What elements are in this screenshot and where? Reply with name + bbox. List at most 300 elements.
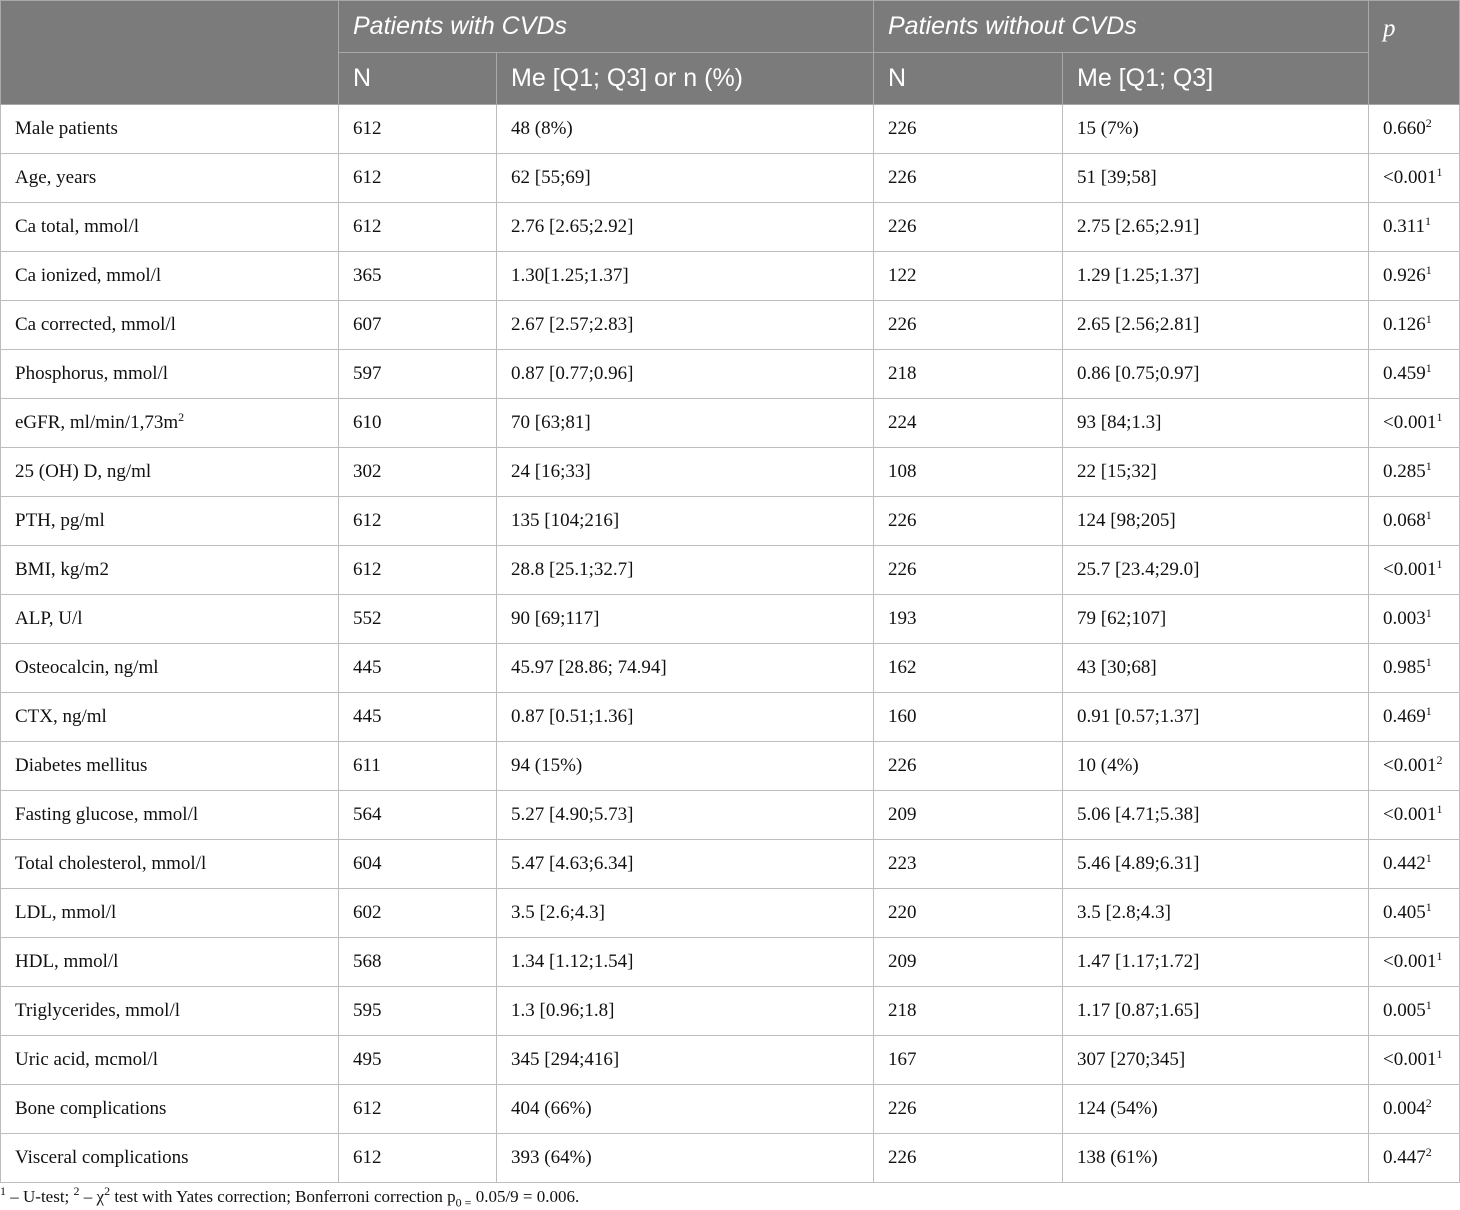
n-with-cell [339, 987, 497, 1036]
p-value-text: 0.126 [1383, 314, 1426, 335]
n-with-text: 597 [353, 363, 382, 384]
n-with-text: 612 [353, 118, 382, 139]
value-without-text: 124 [98;205] [1077, 510, 1176, 531]
row-label-cell [1, 203, 339, 252]
p-value-text: <0.001 [1383, 412, 1437, 433]
value-without-text: 25.7 [23.4;29.0] [1077, 559, 1200, 580]
value-without-cell [1063, 497, 1369, 546]
n-without-text: 226 [888, 118, 917, 139]
n-without-cell [874, 595, 1063, 644]
value-with-text: 2.76 [2.65;2.92] [511, 216, 634, 237]
value-without-cell [1063, 203, 1369, 252]
value-without-text: 43 [30;68] [1077, 657, 1157, 678]
value-with-cell [497, 203, 874, 252]
value-without-cell [1063, 154, 1369, 203]
value-with-cell [497, 1134, 874, 1183]
p-value-superscript: 1 [1425, 655, 1432, 669]
n-without-cell [874, 1085, 1063, 1134]
row-label-cell [1, 595, 339, 644]
value-without-cell [1063, 105, 1369, 154]
value-without-cell [1063, 693, 1369, 742]
n-without-cell [874, 742, 1063, 791]
value-with-cell [497, 448, 874, 497]
n-with-cell [339, 105, 497, 154]
n-with-text: 568 [353, 951, 382, 972]
table-row [1, 742, 1460, 791]
footnote-sup-1: 1 [0, 1184, 6, 1198]
row-label-text: Male patients [15, 118, 118, 139]
p-value-superscript: 1 [1436, 802, 1443, 816]
header-n-without: N [874, 53, 1063, 105]
row-label-cell [1, 350, 339, 399]
value-with-text: 70 [63;81] [511, 412, 591, 433]
footnote-chi-sup: 2 [104, 1184, 111, 1198]
p-value-text: 0.004 [1383, 1098, 1426, 1119]
row-label-superscript: 2 [178, 410, 185, 424]
table-row [1, 203, 1460, 252]
p-value-superscript: 1 [1436, 165, 1443, 179]
value-with-text: 48 (8%) [511, 118, 573, 139]
value-without-text: 1.29 [1.25;1.37] [1077, 265, 1200, 286]
value-without-cell [1063, 350, 1369, 399]
p-value-cell [1369, 546, 1460, 595]
table-body [1, 105, 1460, 1183]
value-without-text: 93 [84;1.3] [1077, 412, 1162, 433]
value-with-cell [497, 1036, 874, 1085]
n-without-cell [874, 546, 1063, 595]
row-label-cell [1, 448, 339, 497]
table-header [1, 1, 1460, 105]
n-with-cell [339, 1085, 497, 1134]
row-label-cell [1, 889, 339, 938]
value-without-text: 124 (54%) [1077, 1098, 1158, 1119]
header-group-without-cvds: Patients without CVDs [874, 1, 1369, 53]
value-without-text: 2.65 [2.56;2.81] [1077, 314, 1200, 335]
n-without-cell [874, 497, 1063, 546]
n-without-text: 226 [888, 559, 917, 580]
p-value-text: 0.285 [1383, 461, 1426, 482]
n-with-cell [339, 497, 497, 546]
value-without-text: 1.17 [0.87;1.65] [1077, 1000, 1200, 1021]
p-value-cell [1369, 987, 1460, 1036]
n-without-cell [874, 791, 1063, 840]
value-with-text: 1.30[1.25;1.37] [511, 265, 629, 286]
row-label-cell [1, 644, 339, 693]
table-row [1, 693, 1460, 742]
table-row [1, 252, 1460, 301]
header-n-with: N [339, 53, 497, 105]
n-with-text: 445 [353, 706, 382, 727]
n-without-cell [874, 448, 1063, 497]
value-with-text: 404 (66%) [511, 1098, 592, 1119]
value-without-text: 5.46 [4.89;6.31] [1077, 853, 1200, 874]
value-with-cell [497, 791, 874, 840]
row-label-text: Phosphorus, mmol/l [15, 363, 169, 384]
row-label-text: LDL, mmol/l [15, 902, 117, 923]
value-without-cell [1063, 448, 1369, 497]
header-row-groups [1, 1, 1460, 53]
n-without-cell [874, 938, 1063, 987]
p-value-cell [1369, 399, 1460, 448]
table-row [1, 301, 1460, 350]
n-with-cell [339, 350, 497, 399]
n-without-cell [874, 1134, 1063, 1183]
value-with-text: 0.87 [0.51;1.36] [511, 706, 634, 727]
n-without-cell [874, 987, 1063, 1036]
n-with-cell [339, 301, 497, 350]
value-with-text: 94 (15%) [511, 755, 583, 776]
p-value-cell [1369, 1036, 1460, 1085]
n-with-text: 607 [353, 314, 382, 335]
n-with-text: 612 [353, 167, 382, 188]
value-without-cell [1063, 889, 1369, 938]
value-without-cell [1063, 399, 1369, 448]
row-label-cell [1, 938, 339, 987]
table-row [1, 105, 1460, 154]
p-value-text: <0.001 [1383, 755, 1437, 776]
value-without-cell [1063, 840, 1369, 889]
n-without-text: 209 [888, 804, 917, 825]
table-row [1, 595, 1460, 644]
row-label-text: Total cholesterol, mmol/l [15, 853, 207, 874]
value-without-text: 307 [270;345] [1077, 1049, 1186, 1070]
p-value-text: 0.469 [1383, 706, 1426, 727]
p-value-superscript: 1 [1425, 263, 1432, 277]
row-label-cell [1, 154, 339, 203]
value-with-cell [497, 546, 874, 595]
row-label-text: Ca corrected, mmol/l [15, 314, 176, 335]
row-label-cell [1, 1085, 339, 1134]
p-value-text: <0.001 [1383, 1049, 1437, 1070]
value-with-cell [497, 742, 874, 791]
value-without-cell [1063, 546, 1369, 595]
n-without-text: 226 [888, 510, 917, 531]
row-label-text: Diabetes mellitus [15, 755, 148, 776]
table-row [1, 1085, 1460, 1134]
p-value-cell [1369, 693, 1460, 742]
value-without-text: 15 (7%) [1077, 118, 1139, 139]
p-value-text: 0.003 [1383, 608, 1426, 629]
n-without-cell [874, 301, 1063, 350]
n-with-text: 602 [353, 902, 382, 923]
p-value-superscript: 1 [1425, 900, 1432, 914]
table-row [1, 399, 1460, 448]
n-with-cell [339, 742, 497, 791]
n-with-text: 612 [353, 1147, 382, 1168]
n-without-text: 226 [888, 1147, 917, 1168]
row-label-cell [1, 546, 339, 595]
p-value-superscript: 2 [1425, 1145, 1432, 1159]
p-value-cell [1369, 644, 1460, 693]
value-with-cell [497, 497, 874, 546]
p-value-cell [1369, 497, 1460, 546]
row-label-text: HDL, mmol/l [15, 951, 119, 972]
value-without-cell [1063, 644, 1369, 693]
table-row [1, 448, 1460, 497]
value-with-text: 3.5 [2.6;4.3] [511, 902, 605, 923]
p-value-superscript: 1 [1425, 851, 1432, 865]
row-label-text: PTH, pg/ml [15, 510, 105, 531]
table-row [1, 546, 1460, 595]
table-footnote [0, 1184, 580, 1210]
row-label-cell [1, 742, 339, 791]
value-without-cell [1063, 1036, 1369, 1085]
n-with-cell [339, 1036, 497, 1085]
n-without-text: 122 [888, 265, 917, 286]
value-with-cell [497, 644, 874, 693]
row-label-cell [1, 693, 339, 742]
p-value-superscript: 2 [1425, 1096, 1432, 1110]
table-row [1, 791, 1460, 840]
p-value-text: <0.001 [1383, 804, 1437, 825]
value-with-text: 62 [55;69] [511, 167, 591, 188]
row-label-cell [1, 791, 339, 840]
value-without-text: 51 [39;58] [1077, 167, 1157, 188]
n-without-text: 223 [888, 853, 917, 874]
p-value-text: <0.001 [1383, 951, 1437, 972]
n-with-cell [339, 154, 497, 203]
p-value-superscript: 1 [1425, 459, 1432, 473]
p-value-superscript: 1 [1425, 214, 1432, 228]
p-value-cell [1369, 301, 1460, 350]
table-row [1, 1036, 1460, 1085]
n-with-cell [339, 889, 497, 938]
table-row [1, 938, 1460, 987]
value-with-text: 45.97 [28.86; 74.94] [511, 657, 667, 678]
n-without-text: 167 [888, 1049, 917, 1070]
p-value-superscript: 1 [1425, 508, 1432, 522]
row-label-text: BMI, kg/m2 [15, 559, 109, 580]
n-with-cell [339, 546, 497, 595]
row-label-cell [1, 399, 339, 448]
row-label-text: Osteocalcin, ng/ml [15, 657, 159, 678]
row-label-text: 25 (OH) D, ng/ml [15, 461, 152, 482]
n-with-cell [339, 938, 497, 987]
n-without-text: 220 [888, 902, 917, 923]
footnote-text-1: – U-test; [6, 1187, 74, 1206]
p-value-superscript: 1 [1425, 998, 1432, 1012]
n-with-text: 495 [353, 1049, 382, 1070]
row-label-text: Triglycerides, mmol/l [15, 1000, 181, 1021]
n-without-cell [874, 693, 1063, 742]
value-without-text: 1.47 [1.17;1.72] [1077, 951, 1200, 972]
value-with-text: 0.87 [0.77;0.96] [511, 363, 634, 384]
value-with-cell [497, 105, 874, 154]
p-value-cell [1369, 840, 1460, 889]
row-label-text: Age, years [15, 167, 97, 188]
value-without-cell [1063, 987, 1369, 1036]
n-with-text: 564 [353, 804, 382, 825]
n-without-cell [874, 399, 1063, 448]
value-with-cell [497, 840, 874, 889]
p-value-text: 0.447 [1383, 1147, 1426, 1168]
value-without-cell [1063, 791, 1369, 840]
table-row [1, 350, 1460, 399]
value-without-text: 2.75 [2.65;2.91] [1077, 216, 1200, 237]
n-with-text: 552 [353, 608, 382, 629]
table-row [1, 889, 1460, 938]
p-value-cell [1369, 1134, 1460, 1183]
p-value-text: 0.459 [1383, 363, 1426, 384]
p-value-text: 0.068 [1383, 510, 1426, 531]
value-with-cell [497, 399, 874, 448]
n-with-cell [339, 203, 497, 252]
n-with-text: 610 [353, 412, 382, 433]
value-without-text: 138 (61%) [1077, 1147, 1158, 1168]
n-without-cell [874, 105, 1063, 154]
value-with-cell [497, 938, 874, 987]
p-value-cell [1369, 203, 1460, 252]
n-without-text: 160 [888, 706, 917, 727]
row-label-text: Fasting glucose, mmol/l [15, 804, 199, 825]
header-corner-cell [1, 1, 339, 105]
value-with-cell [497, 154, 874, 203]
row-label-cell [1, 1134, 339, 1183]
n-without-cell [874, 203, 1063, 252]
p-value-superscript: 1 [1425, 361, 1432, 375]
row-label-text: ALP, U/l [15, 608, 83, 629]
value-without-cell [1063, 301, 1369, 350]
row-label-cell [1, 497, 339, 546]
n-with-text: 611 [353, 755, 381, 776]
n-without-cell [874, 644, 1063, 693]
n-with-cell [339, 448, 497, 497]
p-value-cell [1369, 595, 1460, 644]
n-with-text: 612 [353, 1098, 382, 1119]
row-label-cell [1, 301, 339, 350]
value-with-cell [497, 889, 874, 938]
p-value-text: 0.005 [1383, 1000, 1426, 1021]
p-value-cell [1369, 742, 1460, 791]
value-with-cell [497, 301, 874, 350]
n-without-cell [874, 889, 1063, 938]
value-without-text: 5.06 [4.71;5.38] [1077, 804, 1200, 825]
p-value-text: 0.405 [1383, 902, 1426, 923]
value-with-cell [497, 252, 874, 301]
n-without-text: 226 [888, 755, 917, 776]
row-label-text: CTX, ng/ml [15, 706, 107, 727]
p-value-cell [1369, 938, 1460, 987]
header-p-value: p [1369, 1, 1460, 105]
value-without-cell [1063, 595, 1369, 644]
n-without-text: 209 [888, 951, 917, 972]
p-value-cell [1369, 448, 1460, 497]
p-value-superscript: 1 [1425, 704, 1432, 718]
value-with-cell [497, 1085, 874, 1134]
n-with-cell [339, 791, 497, 840]
p-value-cell [1369, 1085, 1460, 1134]
footnote-text-3: test with Yates correction; Bonferroni correction p [110, 1187, 456, 1206]
n-without-text: 226 [888, 1098, 917, 1119]
value-with-text: 393 (64%) [511, 1147, 592, 1168]
p-value-superscript: 2 [1425, 116, 1432, 130]
n-with-text: 604 [353, 853, 382, 874]
value-with-text: 90 [69;117] [511, 608, 600, 629]
n-without-text: 218 [888, 363, 917, 384]
value-without-cell [1063, 938, 1369, 987]
n-with-cell [339, 595, 497, 644]
value-without-cell [1063, 1134, 1369, 1183]
n-with-text: 365 [353, 265, 382, 286]
row-label-cell [1, 987, 339, 1036]
value-without-cell [1063, 252, 1369, 301]
table-row [1, 497, 1460, 546]
header-group-with-cvds: Patients with CVDs [339, 1, 874, 53]
footnote-p0-sub: 0 = [455, 1195, 472, 1210]
p-value-cell [1369, 252, 1460, 301]
table-row [1, 987, 1460, 1036]
n-with-text: 302 [353, 461, 382, 482]
value-with-text: 24 [16;33] [511, 461, 591, 482]
value-with-cell [497, 987, 874, 1036]
n-with-cell [339, 399, 497, 448]
value-without-text: 79 [62;107] [1077, 608, 1167, 629]
n-without-text: 226 [888, 167, 917, 188]
value-with-text: 5.27 [4.90;5.73] [511, 804, 634, 825]
p-value-text: <0.001 [1383, 167, 1437, 188]
footnote-text-2: – χ [79, 1187, 105, 1206]
row-label-cell [1, 840, 339, 889]
p-value-superscript: 1 [1436, 410, 1443, 424]
value-with-text: 28.8 [25.1;32.7] [511, 559, 634, 580]
table-row [1, 840, 1460, 889]
table-row [1, 1134, 1460, 1183]
p-value-cell [1369, 791, 1460, 840]
row-label-text: eGFR, ml/min/1,73m [15, 412, 179, 433]
header-stat-with: Me [Q1; Q3] or n (%) [497, 53, 874, 105]
n-without-cell [874, 154, 1063, 203]
n-with-text: 612 [353, 216, 382, 237]
n-with-text: 612 [353, 559, 382, 580]
p-value-text: 0.311 [1383, 216, 1426, 237]
p-value-text: 0.985 [1383, 657, 1426, 678]
p-value-text: 0.660 [1383, 118, 1426, 139]
n-without-cell [874, 840, 1063, 889]
p-value-superscript: 1 [1436, 557, 1443, 571]
value-with-cell [497, 350, 874, 399]
n-with-cell [339, 252, 497, 301]
p-value-cell [1369, 889, 1460, 938]
value-with-text: 135 [104;216] [511, 510, 620, 531]
value-without-cell [1063, 1085, 1369, 1134]
value-with-cell [497, 693, 874, 742]
n-without-cell [874, 350, 1063, 399]
n-without-text: 226 [888, 314, 917, 335]
n-with-text: 445 [353, 657, 382, 678]
value-with-text: 5.47 [4.63;6.34] [511, 853, 634, 874]
value-without-cell [1063, 742, 1369, 791]
n-without-text: 218 [888, 1000, 917, 1021]
value-without-text: 10 (4%) [1077, 755, 1139, 776]
value-with-text: 1.3 [0.96;1.8] [511, 1000, 615, 1021]
table-row [1, 154, 1460, 203]
header-stat-without: Me [Q1; Q3] [1063, 53, 1369, 105]
value-with-text: 1.34 [1.12;1.54] [511, 951, 634, 972]
value-without-text: 0.86 [0.75;0.97] [1077, 363, 1200, 384]
value-with-text: 345 [294;416] [511, 1049, 620, 1070]
n-with-text: 612 [353, 510, 382, 531]
value-without-text: 0.91 [0.57;1.37] [1077, 706, 1200, 727]
p-value-superscript: 1 [1436, 1047, 1443, 1061]
p-value-superscript: 1 [1436, 949, 1443, 963]
n-without-text: 108 [888, 461, 917, 482]
p-value-cell [1369, 105, 1460, 154]
row-label-text: Bone complications [15, 1098, 167, 1119]
n-without-cell [874, 252, 1063, 301]
footnote-text-4: 0.05/9 = 0.006. [471, 1187, 580, 1206]
n-without-text: 224 [888, 412, 917, 433]
n-with-cell [339, 693, 497, 742]
